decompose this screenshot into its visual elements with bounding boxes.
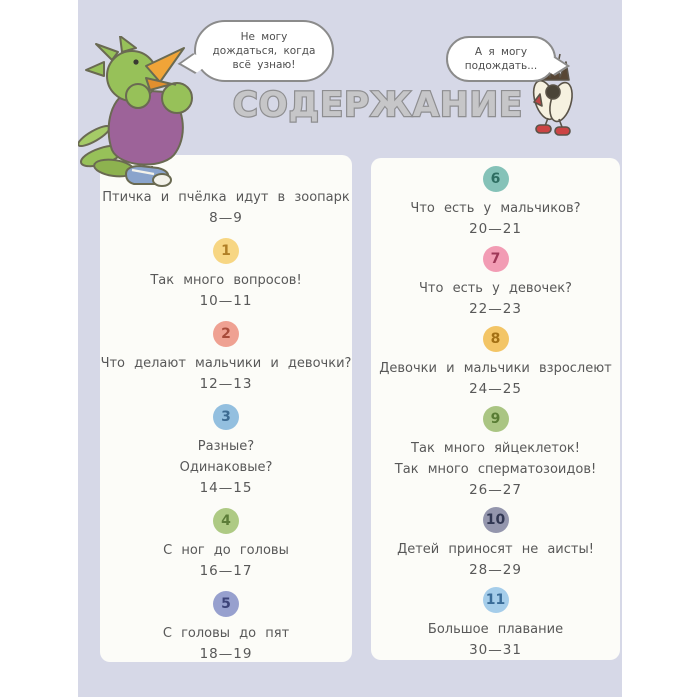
toc-entry <box>100 404 352 498</box>
entry-pages: 28—29 <box>469 562 522 578</box>
entry-title: Так много сперматозоидов! <box>394 462 597 477</box>
entry-title: Так много вопросов! <box>150 273 302 288</box>
speech-line: всё узнаю! <box>232 59 296 71</box>
book-page <box>78 0 622 697</box>
toc-entry <box>371 406 620 500</box>
entry-pages: 16—17 <box>199 563 253 579</box>
entry-number-badge: 11 <box>483 587 509 613</box>
toc-entry <box>371 246 620 319</box>
entry-title: Что есть у мальчиков? <box>410 201 581 216</box>
entry-pages: 10—11 <box>199 293 253 309</box>
entry-pages: 26—27 <box>469 482 522 498</box>
entry-title: Что есть у девочек? <box>419 281 572 296</box>
entry-title: Одинаковые? <box>179 460 273 475</box>
speech-bubble-bee <box>446 36 556 82</box>
entry-title: С ног до головы <box>163 543 289 558</box>
entry-pages: 12—13 <box>199 376 253 392</box>
entry-number-badge: 10 <box>483 507 509 533</box>
entry-number-badge: 1 <box>213 238 239 264</box>
page-title <box>228 76 528 128</box>
entry-number-badge: 7 <box>483 246 509 272</box>
toc-entry <box>371 326 620 399</box>
entry-pages: 30—31 <box>469 642 522 658</box>
toc-entry <box>371 166 620 239</box>
entry-number-badge: 9 <box>483 406 509 432</box>
speech-line: А я могу <box>474 46 528 58</box>
toc-column-left <box>100 155 352 662</box>
toc-entry <box>100 238 352 311</box>
toc-entry <box>371 587 620 660</box>
entry-title: С головы до пят <box>162 626 290 641</box>
entry-pages: 14—15 <box>199 480 253 496</box>
speech-line: Не могу <box>240 31 288 43</box>
toc-entry <box>100 591 352 664</box>
toc-entry <box>100 321 352 394</box>
toc-entry <box>371 507 620 580</box>
entry-number-badge: 3 <box>213 404 239 430</box>
entry-number-badge: 5 <box>213 591 239 617</box>
entry-title: Птичка и пчёлка идут в зоопарк <box>102 190 350 205</box>
entry-pages: 24—25 <box>469 381 522 397</box>
entry-pages: 22—23 <box>469 301 522 317</box>
entry-number-badge: 8 <box>483 326 509 352</box>
entry-number-badge: 6 <box>483 166 509 192</box>
entry-title: Детей приносят не аисты! <box>397 542 594 557</box>
entry-title: Девочки и мальчики взрослеют <box>379 361 612 376</box>
entry-pages: 18—19 <box>199 646 253 662</box>
toc-column-right <box>371 158 620 660</box>
entry-number-badge: 4 <box>213 508 239 534</box>
entry-title: Разные? <box>197 439 255 454</box>
speech-line: подождать... <box>464 60 538 72</box>
speech-bubble-bird <box>194 20 334 82</box>
entry-title: Так много яйцеклеток! <box>411 441 580 456</box>
entry-number-badge: 2 <box>213 321 239 347</box>
svg-text:СОДЕРЖАНИЕ: СОДЕРЖАНИЕ <box>232 85 524 125</box>
entry-pages: 8—9 <box>209 210 243 226</box>
entry-title: Что делают мальчики и девочки? <box>100 356 352 371</box>
speech-line: дождаться, когда <box>212 45 316 57</box>
entry-pages: 20—21 <box>469 221 522 237</box>
entry-title: Большое плавание <box>427 622 564 637</box>
toc-entry <box>100 508 352 581</box>
